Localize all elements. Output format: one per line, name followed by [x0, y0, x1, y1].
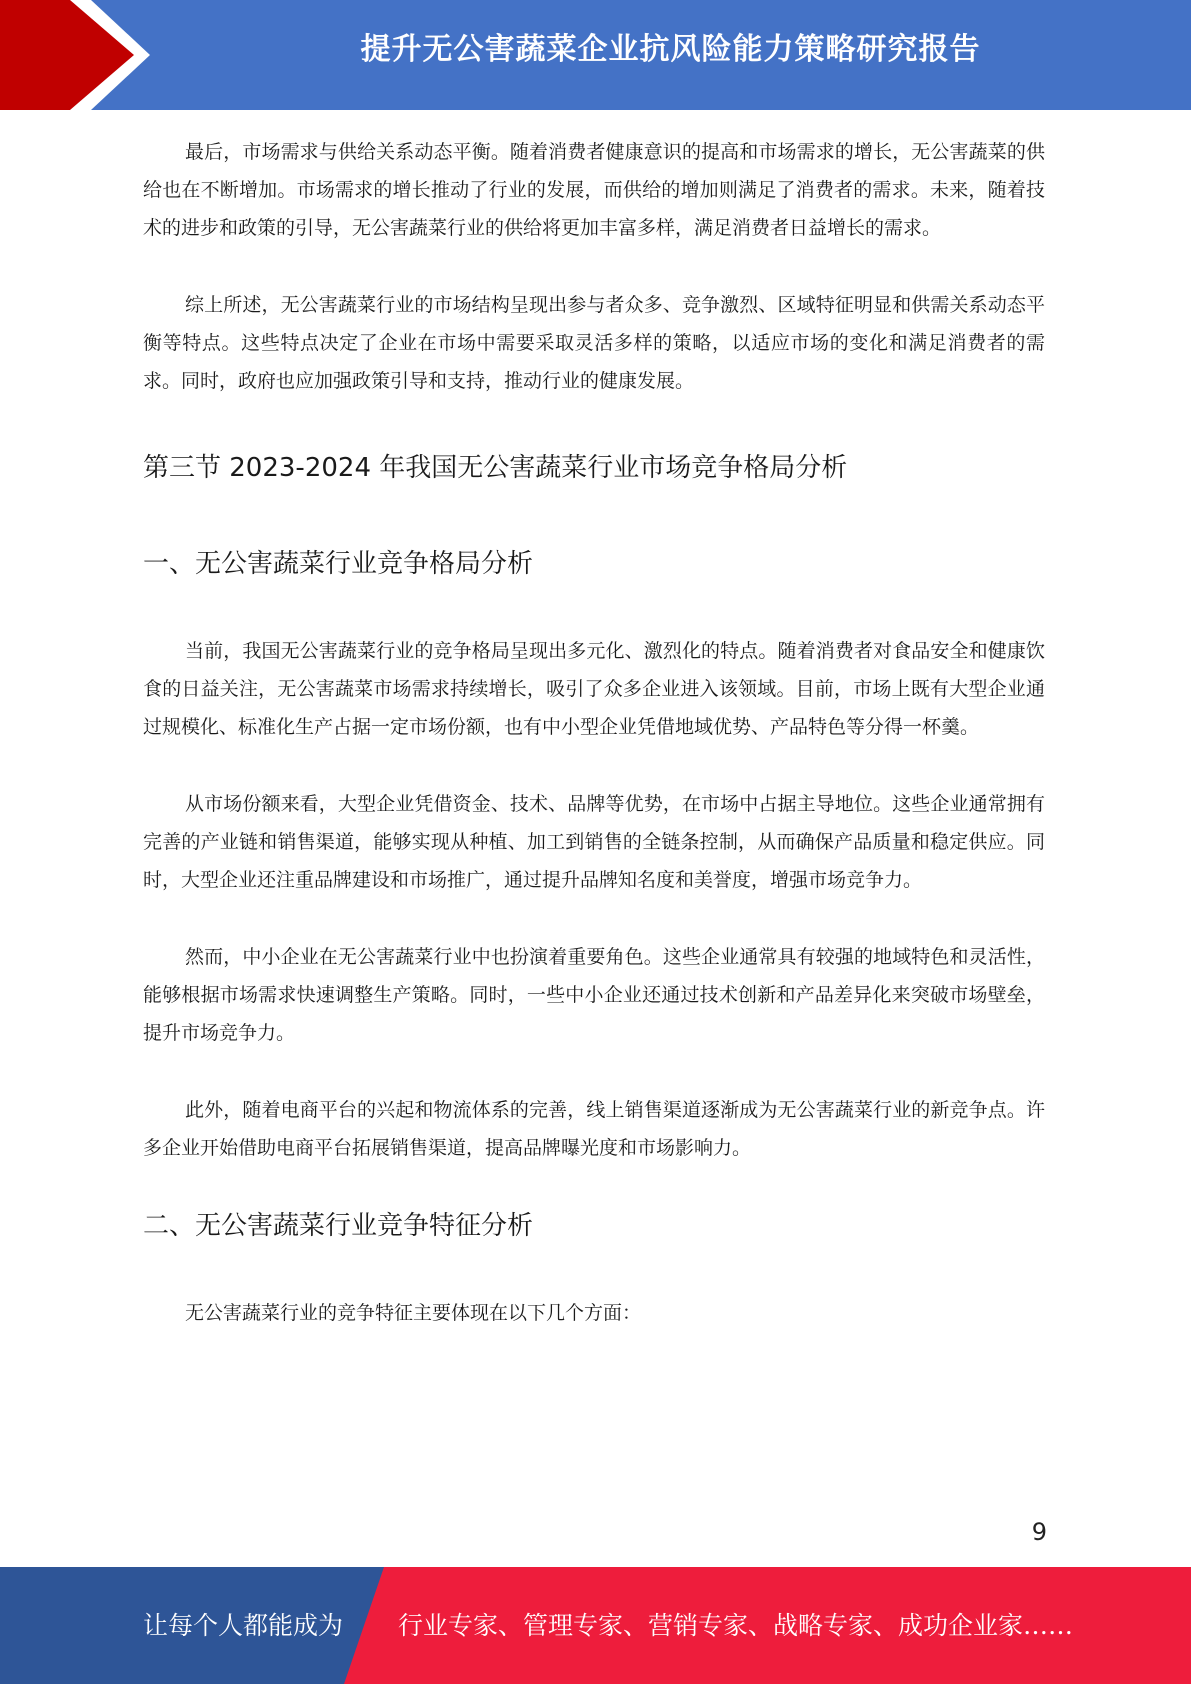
subsection-heading-competition-landscape: 一、无公害蔬菜行业竞争格局分析	[143, 549, 534, 579]
paragraph-current-landscape: 当前，我国无公害蔬菜行业的竞争格局呈现出多元化、激烈化的特点。随着消费者对食品安全和健康饮食的日益关注，无公害蔬菜市场需求持续增长，吸引了众多企业进入该领域。目前，市场上既有大型企业通过规模化、标准化生产占据一定市场份额，也有中小型企业凭借地域优势、产品特色等分得一杯羹。	[143, 640, 1045, 738]
paragraph-market-share: 从市场份额来看，大型企业凭借资金、技术、品牌等优势，在市场中占据主导地位。这些企业通常拥有完善的产业链和销售渠道，能够实现从种植、加工到销售的全链条控制，从而确保产品质量和稳定供应。同时，大型企业还注重品牌建设和市场推广，通过提升品牌知名度和美誉度，增强市场竞争力。	[143, 793, 1045, 891]
document-body	[143, 133, 1045, 1371]
paragraph-features-intro: 无公害蔬菜行业的竞争特征主要体现在以下几个方面：	[185, 1302, 642, 1324]
page-footer	[0, 1567, 1191, 1684]
paragraph-supply-demand: 最后，市场需求与供给关系动态平衡。随着消费者健康意识的提高和市场需求的增长，无公害蔬菜的供给也在不断增加。市场需求的增长推动了行业的发展，而供给的增加则满足了消费者的需求。未来，随着技术的进步和政策的引导，无公害蔬菜行业的供给将更加丰富多样，满足消费者日益增长的需求。	[143, 141, 1045, 239]
section-heading: 第三节 2023-2024 年我国无公害蔬菜行业市场竞争格局分析	[143, 453, 848, 483]
report-title: 提升无公害蔬菜企业抗风险能力策略研究报告	[360, 32, 981, 67]
paragraph-ecommerce: 此外，随着电商平台的兴起和物流体系的完善，线上销售渠道逐渐成为无公害蔬菜行业的新竞争点。许多企业开始借助电商平台拓展销售渠道，提高品牌曝光度和市场影响力。	[143, 1099, 1045, 1159]
footer-slogan-left: 让每个人都能成为	[143, 1611, 344, 1640]
page-header	[0, 0, 1191, 110]
paragraph-summary: 综上所述，无公害蔬菜行业的市场结构呈现出参与者众多、竞争激烈、区域特征明显和供需关系动态平衡等特点。这些特点决定了企业在市场中需要采取灵活多样的策略，以适应市场的变化和满足消费者的需求。同时，政府也应加强政策引导和支持，推动行业的健康发展。	[143, 294, 1045, 392]
header-arrow-icon	[0, 0, 134, 110]
footer-slogan-right: 行业专家、管理专家、营销专家、战略专家、成功企业家……	[398, 1611, 1074, 1640]
paragraph-small-enterprises: 然而，中小企业在无公害蔬菜行业中也扮演着重要角色。这些企业通常具有较强的地域特色和灵活性，能够根据市场需求快速调整生产策略。同时，一些中小企业还通过技术创新和产品差异化来突破市场壁垒，提升市场竞争力。	[143, 946, 1045, 1044]
subsection-heading-competition-features: 二、无公害蔬菜行业竞争特征分析	[143, 1211, 534, 1241]
page-number: 9	[1031, 1518, 1047, 1546]
